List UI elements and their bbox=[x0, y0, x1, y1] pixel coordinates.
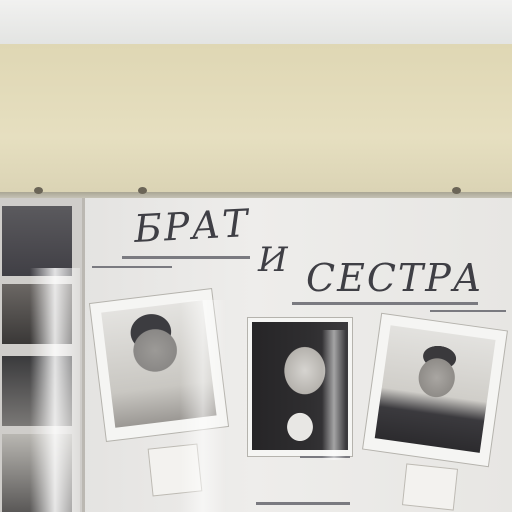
pin bbox=[34, 187, 43, 194]
pin bbox=[452, 187, 461, 194]
title-line2: СЕСТРА bbox=[306, 256, 484, 300]
title-underline bbox=[292, 302, 478, 305]
title-underline bbox=[92, 266, 172, 268]
caption-card bbox=[402, 463, 458, 510]
glare bbox=[180, 300, 226, 512]
caption-line bbox=[256, 502, 350, 505]
pin bbox=[138, 187, 147, 194]
ceiling bbox=[0, 0, 512, 48]
title-line1: БРАТ bbox=[132, 201, 251, 251]
glare bbox=[30, 268, 80, 512]
wall bbox=[0, 44, 512, 200]
uniformed-man-portrait bbox=[375, 325, 496, 453]
title-underline bbox=[122, 256, 250, 259]
side-panel bbox=[0, 198, 85, 512]
portrait-photo bbox=[363, 314, 507, 466]
side-photo bbox=[2, 206, 72, 276]
glare bbox=[322, 330, 346, 460]
title-underline bbox=[430, 310, 506, 312]
title-connector: И bbox=[258, 240, 290, 280]
